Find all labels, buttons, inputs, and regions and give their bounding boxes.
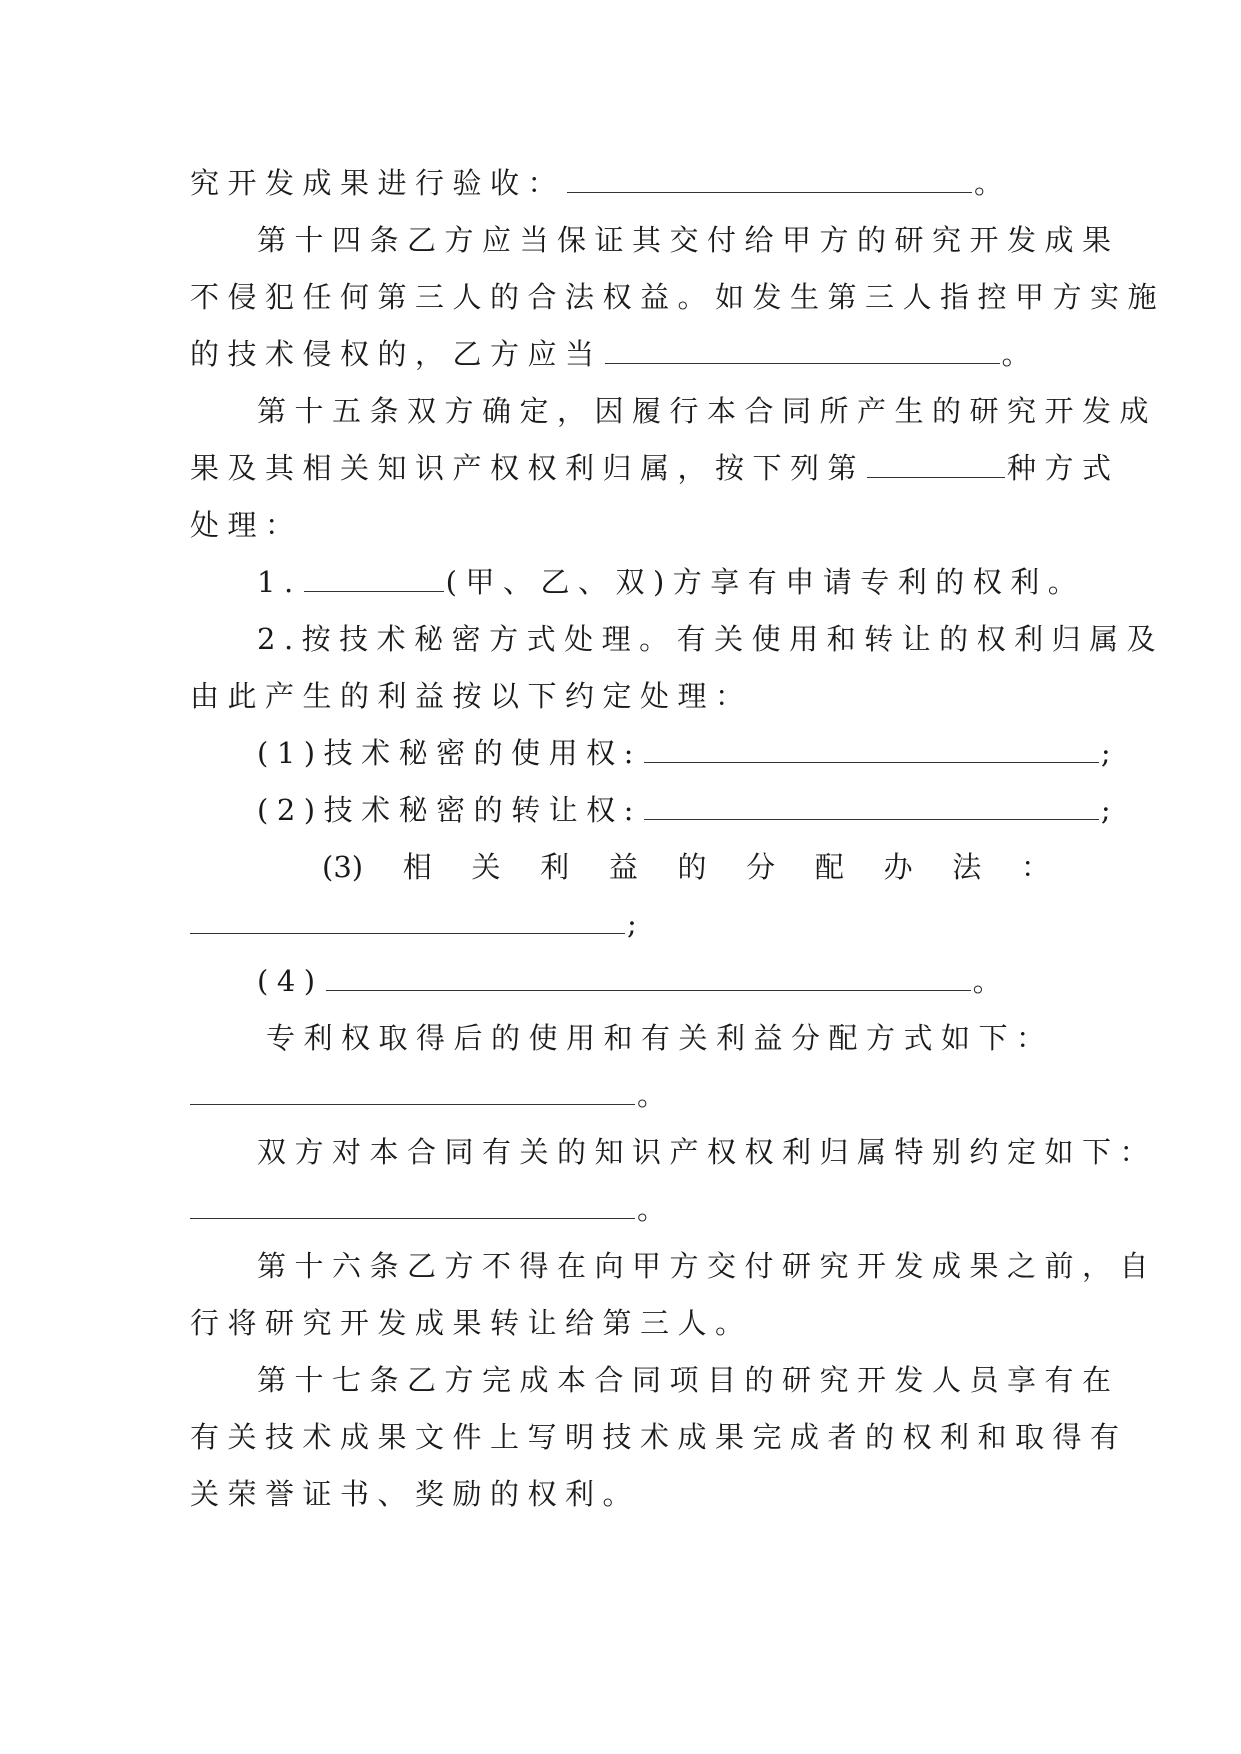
fill-blank[interactable] bbox=[644, 793, 1099, 820]
fill-blank[interactable] bbox=[304, 565, 444, 592]
option-1: 1. (甲、乙、双)方享有申请专利的权利。 bbox=[257, 565, 1086, 599]
option-2: 2.按技术秘密方式处理。有关使用和转让的权利归属及 bbox=[257, 622, 1165, 656]
article-14-heading: 第十四条乙方应当保证其交付给甲方的研究开发成果 bbox=[257, 223, 1120, 257]
text-line: 究开发成果进行验收： 。 bbox=[190, 166, 1012, 200]
article-17-heading: 第十七条乙方完成本合同项目的研究开发人员享有在 bbox=[257, 1363, 1120, 1397]
text-line: 。 bbox=[190, 1075, 1050, 1115]
special-agreement-clause: 双方对本合同有关的知识产权权利归属特别约定如下： bbox=[257, 1135, 1158, 1169]
fill-blank[interactable] bbox=[326, 964, 971, 991]
fill-blank[interactable] bbox=[567, 166, 972, 193]
fill-blank[interactable] bbox=[190, 1192, 635, 1219]
sub-item-2: (2)技术秘密的转让权: ; bbox=[257, 793, 1120, 827]
sub-item-3: (3) 相 关 利 益 的 分 配 办 法 ： bbox=[322, 850, 1050, 884]
text-line: 不侵犯任何第三人的合法权益。如发生第三人指控甲方实施 bbox=[190, 280, 1166, 314]
fill-blank[interactable] bbox=[867, 451, 1005, 478]
article-15-heading: 第十五条双方确定，因履行本合同所产生的研究开发成 bbox=[257, 394, 1158, 428]
sub-item-1: (1)技术秘密的使用权: ; bbox=[257, 736, 1120, 770]
text-line: 由此产生的利益按以下约定处理： bbox=[190, 679, 753, 713]
text-line: 行将研究开发成果转让给第三人。 bbox=[190, 1306, 753, 1340]
text-line: 关荣誉证书、奖励的权利。 bbox=[190, 1477, 641, 1511]
text-line: 果及其相关知识产权权利归属，按下列第 种方式 bbox=[190, 451, 1120, 485]
text-line: 处理： bbox=[190, 508, 303, 542]
fill-blank[interactable] bbox=[605, 337, 1000, 364]
fill-blank[interactable] bbox=[190, 1078, 635, 1105]
text-line: ; bbox=[190, 904, 1050, 944]
text-line: 。 bbox=[190, 1189, 1050, 1229]
fill-blank[interactable] bbox=[190, 907, 625, 934]
text-line: 有关技术成果文件上写明技术成果完成者的权利和取得有 bbox=[190, 1420, 1128, 1454]
sub-item-4: (4) 。 bbox=[257, 964, 1011, 998]
text-line: 的技术侵权的，乙方应当 。 bbox=[190, 337, 1040, 371]
fill-blank[interactable] bbox=[644, 736, 1099, 763]
patent-use-clause: 专利权取得后的使用和有关利益分配方式如下： bbox=[266, 1021, 1054, 1055]
article-16-heading: 第十六条乙方不得在向甲方交付研究开发成果之前，自 bbox=[257, 1249, 1158, 1283]
